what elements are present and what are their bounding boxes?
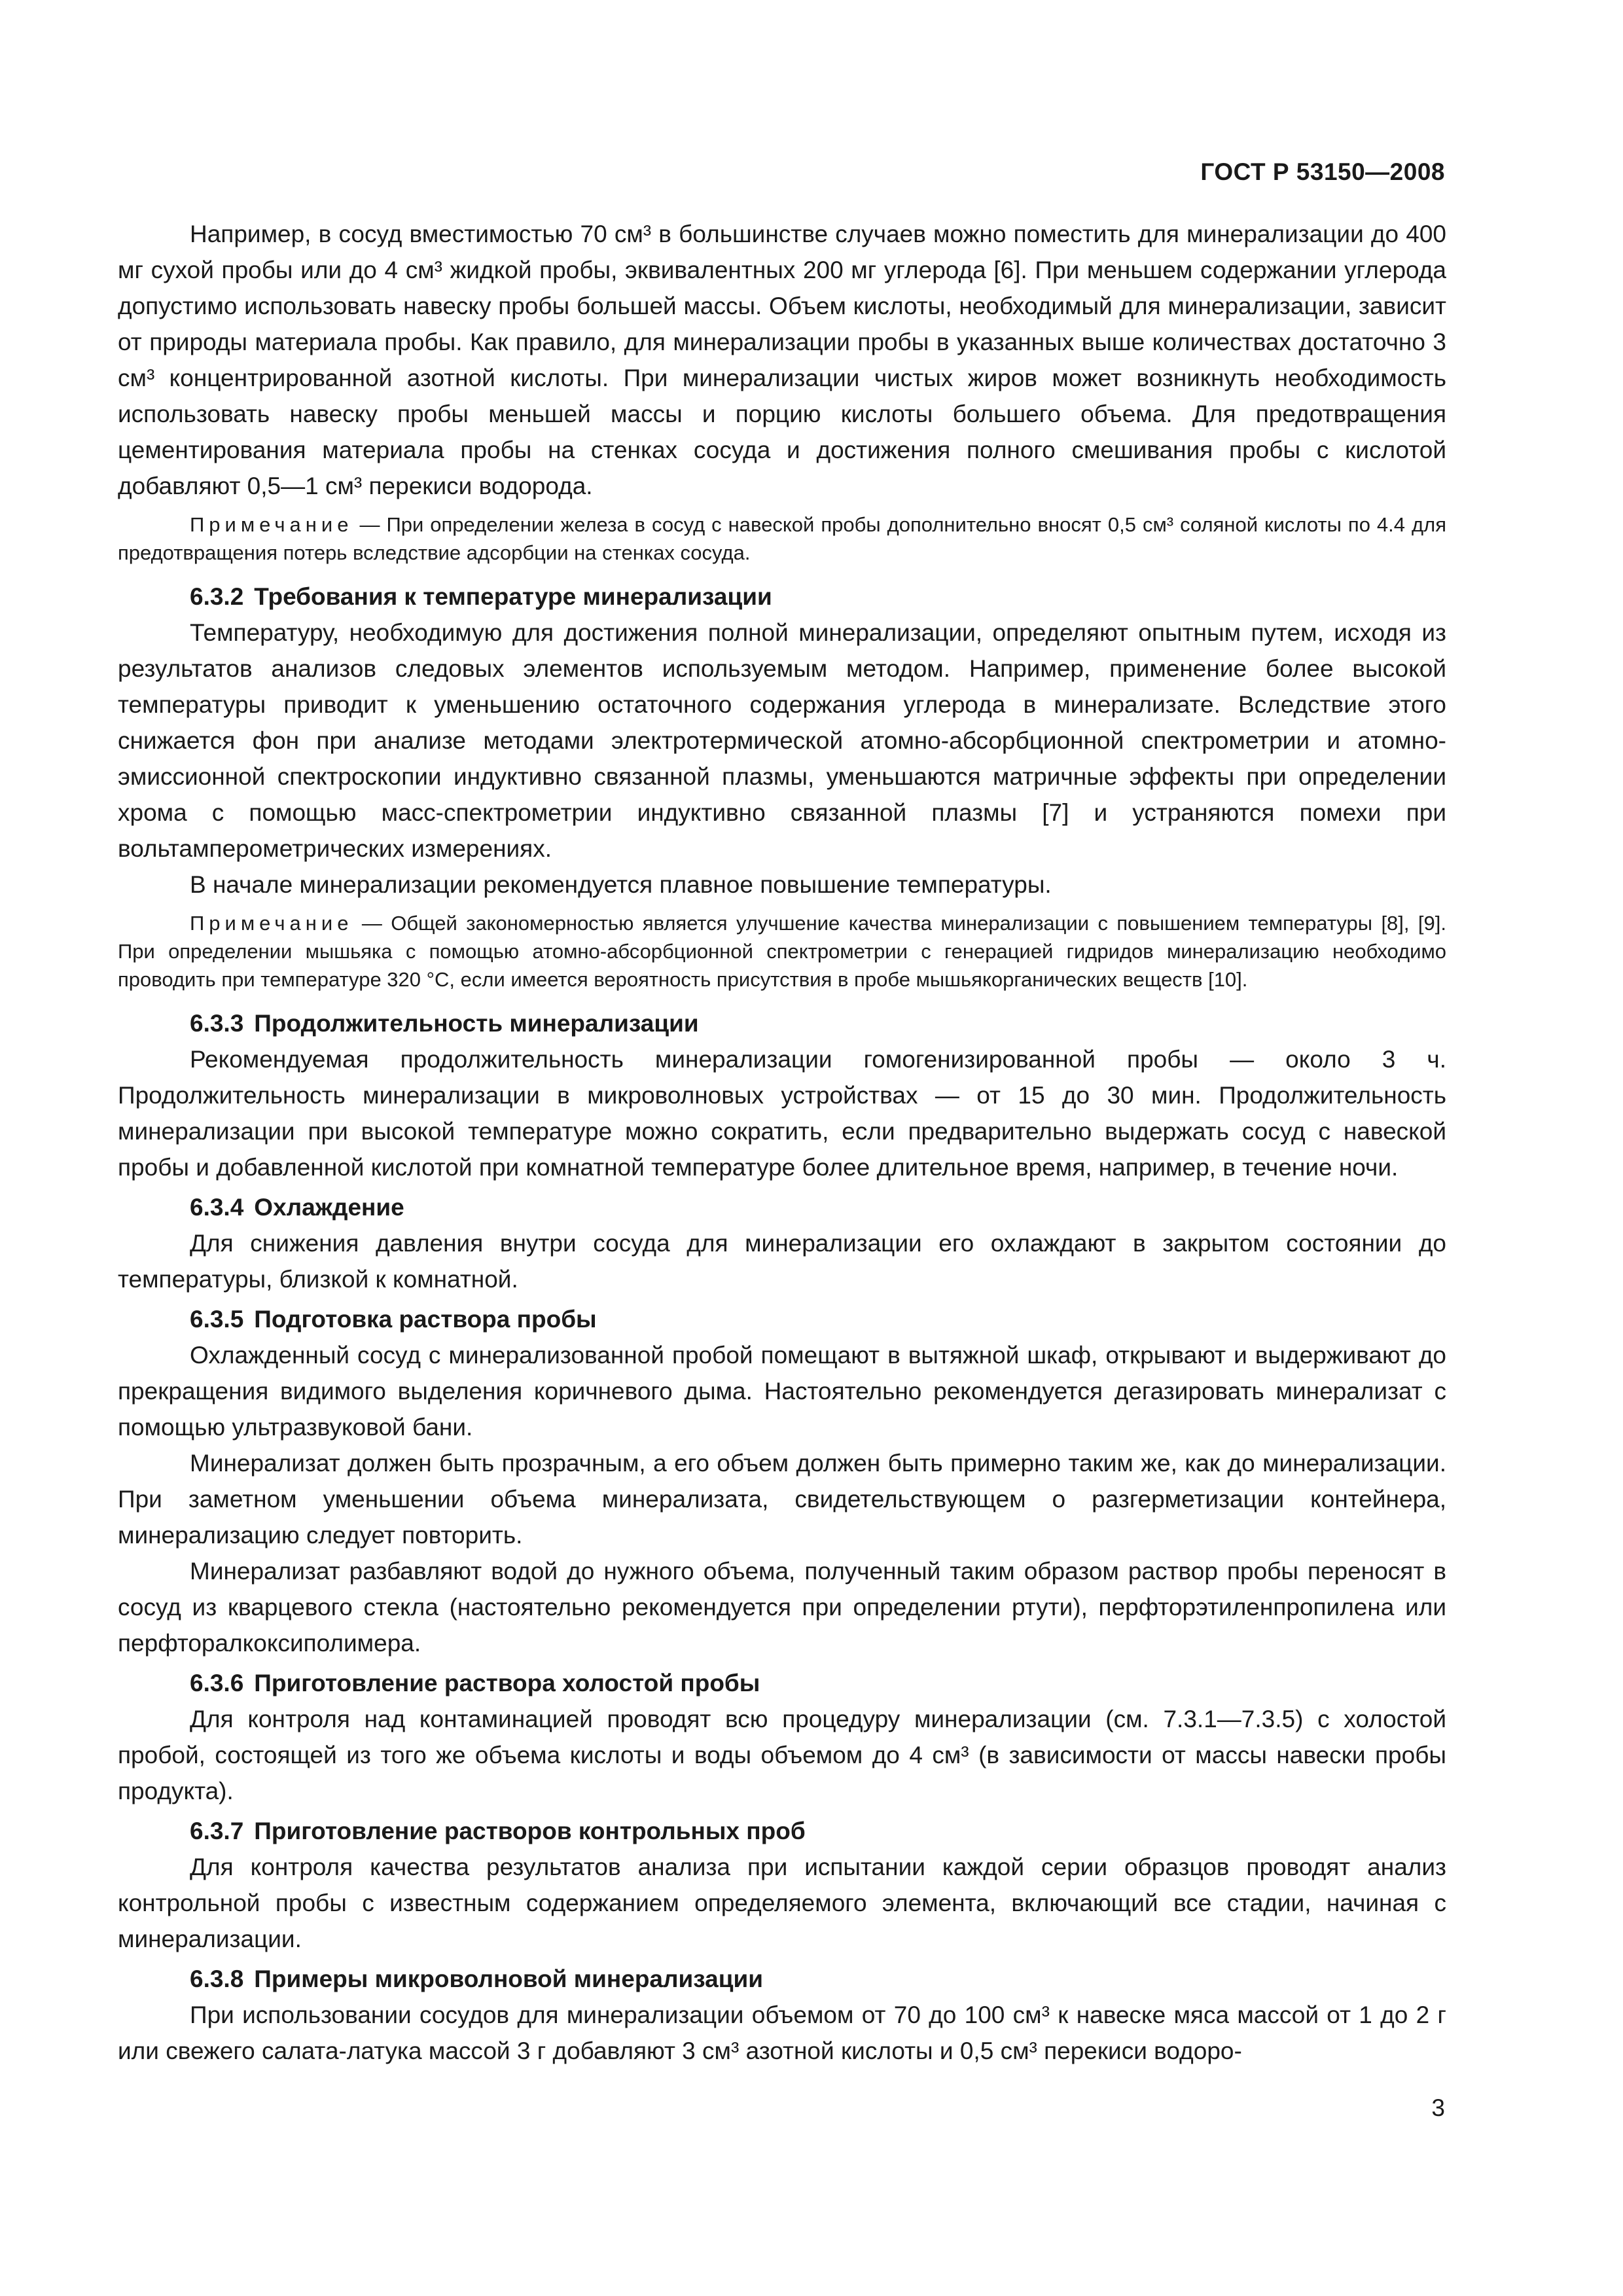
paragraph: Для снижения давления внутри сосуда для минерализации его охлаждают в закрытом состоянии до температуры, близкой к комнатной. <box>118 1230 1446 1293</box>
section-number: 6.3.6 <box>190 1670 244 1696</box>
section-title: Подготовка раствора пробы <box>254 1306 597 1333</box>
section-heading-6-3-3 <box>190 1005 1446 1041</box>
standard-header: ГОСТ Р 53150—2008 <box>1200 158 1445 185</box>
section-title: Продолжительность минерализации <box>254 1010 699 1037</box>
section-number: 6.3.3 <box>190 1010 244 1037</box>
section-number: 6.3.7 <box>190 1818 244 1844</box>
paragraph: Охлажденный сосуд с минерализованной пробой помещают в вытяжной шкаф, открывают и выдерживают до прекращения видимого выделения коричневого дыма. Настоятельно рекомендуется дегазировать минерализат с помощью ультразвуковой бани. <box>118 1342 1446 1441</box>
section-number: 6.3.4 <box>190 1194 244 1221</box>
paragraph: Рекомендуемая продолжительность минерализации гомогенизированной пробы — около 3 ч. Продолжительность минерализации в микроволновых устройствах — от 15 до 30 мин. Продолжительность минерализации при высокой температуре можно сократить, если предварительно выдержать сосуд с навеской пробы и добавленной кислотой при комнатной температуре более длительное время, например, в течение ночи. <box>118 1046 1446 1181</box>
paragraph: В начале минерализации рекомендуется плавное повышение температуры. <box>190 871 1052 898</box>
page-number: 3 <box>1431 2094 1445 2121</box>
section-heading-6-3-8 <box>190 1961 1446 1997</box>
section-number: 6.3.2 <box>190 583 244 610</box>
paragraph: Минерализат разбавляют водой до нужного объема, полученный таким образом раствор пробы переносят в сосуд из кварцевого стекла (настоятельно рекомендуется при определении ртути), перфторэтиленпропилена или перфторалкоксиполимера. <box>118 1558 1446 1657</box>
section-heading-6-3-4 <box>190 1189 1446 1225</box>
note <box>118 511 1446 567</box>
paragraph: Для контроля качества результатов анализа при испытании каждой серии образцов проводят анализ контрольной пробы с известным содержанием определяемого элемента, включающий все стадии, начиная с минерализации. <box>118 1854 1446 1952</box>
section-heading-6-3-6 <box>190 1665 1446 1701</box>
section-title: Приготовление раствора холостой пробы <box>254 1670 760 1696</box>
section-title: Требования к температуре минерализации <box>254 583 772 610</box>
section-heading-6-3-7 <box>190 1813 1446 1849</box>
paragraph: При использовании сосудов для минерализации объемом от 70 до 100 см³ к навеске мяса массой от 1 до 2 г или свежего салата-латука массой 3 г добавляют 3 см³ азотной кислоты и 0,5 см³ перекиси водоро- <box>118 2001 1446 2064</box>
paragraph: Температуру, необходимую для достижения полной минерализации, определяют опытным путем, исходя из результатов анализов следовых элементов используемым методом. Например, применение более высокой температуры приводит к уменьшению остаточного содержания углерода в минерализате. Вследствие этого снижается фон при анализе методами электротермической атомно-абсорбционной спектрометрии и атомно-эмиссионной спектроскопии индуктивно связанной плазмы, уменьшаются матричные эффекты при определении хрома с помощью масс-спектрометрии индуктивно связанной плазмы [7] и устраняются помехи при вольтамперометрических измерениях. <box>118 619 1446 862</box>
section-title: Приготовление растворов контрольных проб <box>254 1818 806 1844</box>
section-number: 6.3.5 <box>190 1306 244 1333</box>
section-title: Охлаждение <box>254 1194 404 1221</box>
note-text: — При определении железа в сосуд с навеской пробы дополнительно вносят 0,5 см³ соляной кислоты по 4.4 для предотвращения потерь вследствие адсорбции на стенках сосуда. <box>118 513 1446 564</box>
note <box>118 909 1446 994</box>
section-heading-6-3-5 <box>190 1301 1446 1337</box>
page-content <box>118 216 1446 2069</box>
section-number: 6.3.8 <box>190 1965 244 1992</box>
note-label: Примечание <box>190 513 353 536</box>
note-label: Примечание <box>190 912 353 935</box>
paragraph: Например, в сосуд вместимостью 70 см³ в большинстве случаев можно поместить для минерализации до 400 мг сухой пробы или до 4 см³ жидкой пробы, эквивалентных 200 мг углерода [6]. При меньшем содержании углерода допустимо использовать навеску пробы большей массы. Объем кислоты, необходимый для минерализации, зависит от природы материала пробы. Как правило, для минерализации пробы в указанных выше количествах достаточно 3 см³ концентрированной азотной кислоты. При минерализации чистых жиров может возникнуть необходимость использовать навеску пробы меньшей массы и порцию кислоты большего объема. Для предотвращения цементирования материала пробы на стенках сосуда и достижения полного смешивания пробы с кислотой добавляют 0,5—1 см³ перекиси водорода. <box>118 221 1446 499</box>
paragraph: Для контроля над контаминацией проводят всю процедуру минерализации (см. 7.3.1—7.3.5) с холостой пробой, состоящей из того же объема кислоты и воды объемом до 4 см³ (в зависимости от массы навески пробы продукта). <box>118 1706 1446 1804</box>
section-title: Примеры микроволновой минерализации <box>254 1965 763 1992</box>
section-heading-6-3-2 <box>190 579 1446 615</box>
note-text: — Общей закономерностью является улучшение качества минерализации с повышением температуры [8], [9]. При определении мышьяка с помощью атомно-абсорбционной спектрометрии с генерацией гидридов минерализацию необходимо проводить при температуре 320 °С, если имеется вероятность присутствия в пробе мышьякорганических веществ [10]. <box>118 912 1446 991</box>
paragraph: Минерализат должен быть прозрачным, а его объем должен быть примерно таким же, как до минерализации. При заметном уменьшении объема минерализата, свидетельствующем о разгерметизации контейнера, минерализацию следует повторить. <box>118 1450 1446 1549</box>
